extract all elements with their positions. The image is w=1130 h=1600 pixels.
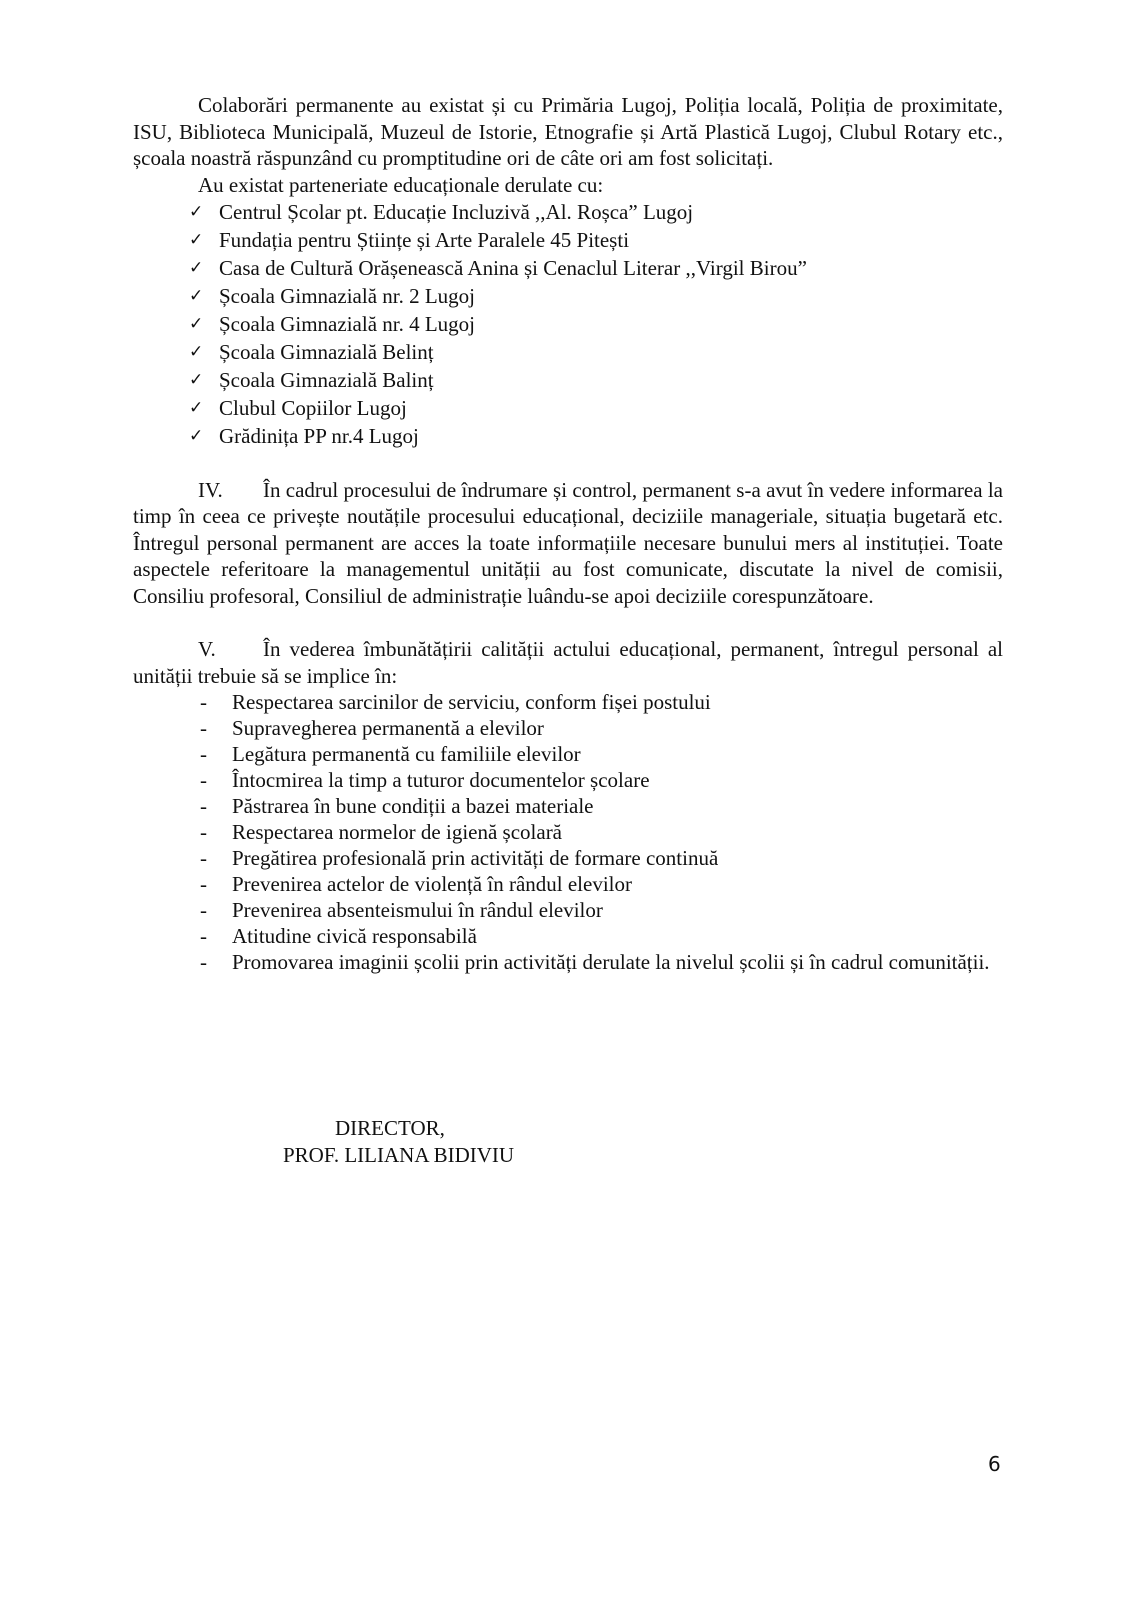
section-iv-text: În cadrul procesului de îndrumare și control, permanent s-a avut în vedere informarea la timp în ceea ce privește noutățile procesului educațional, deciziile manageriale, situația bugetară etc. Întregul personal permanent are acces la toate informațiile necesare bunului mers al instituției. Toate aspectele referitoare la managementul unității au fost comunicate, discutate la nivel de comisii, Consiliu profesoral, Consiliul de administrație luându-se apoi deciziile corespunzătoare. bbox=[133, 477, 1003, 608]
partner-name: Centrul Școlar pt. Educație Incluzivă ,,Al. Roșca” Lugoj bbox=[219, 199, 694, 224]
list-item bbox=[133, 282, 1003, 310]
duty-text: Atitudine civică responsabilă bbox=[232, 924, 477, 948]
list-item bbox=[133, 198, 1003, 226]
list-item bbox=[133, 897, 1003, 923]
duty-text: Respectarea normelor de igienă școlară bbox=[232, 820, 563, 844]
list-item bbox=[133, 226, 1003, 254]
partner-name: Grădinița PP nr.4 Lugoj bbox=[219, 423, 419, 448]
signature-block bbox=[283, 1115, 514, 1169]
list-item bbox=[133, 923, 1003, 949]
list-item bbox=[133, 310, 1003, 338]
partner-name: Școala Gimnazială nr. 4 Lugoj bbox=[219, 311, 476, 336]
section-v-text: În vederea îmbunătățirii calității actului educațional, permanent, întregul personal al unității trebuie să se implice în: bbox=[133, 637, 1003, 688]
dash-bullet: - bbox=[200, 742, 207, 766]
list-item bbox=[133, 845, 1003, 871]
list-item bbox=[133, 394, 1003, 422]
section-iv-paragraph bbox=[133, 477, 1003, 610]
duty-text: Întocmirea la timp a tuturor documentelor școlare bbox=[232, 768, 650, 792]
section-v bbox=[133, 636, 1003, 975]
dash-bullet: - bbox=[200, 820, 207, 844]
list-item bbox=[133, 767, 1003, 793]
duty-text: Supravegherea permanentă a elevilor bbox=[232, 716, 544, 740]
list-item bbox=[133, 715, 1003, 741]
duty-text: Păstrarea în bune condiții a bazei materiale bbox=[232, 794, 594, 818]
list-item bbox=[133, 741, 1003, 767]
section-iv-number: IV. bbox=[198, 477, 223, 502]
check-mark-icon: ✓ bbox=[189, 397, 204, 418]
partner-name: Școala Gimnazială nr. 2 Lugoj bbox=[219, 283, 476, 308]
list-item bbox=[133, 871, 1003, 897]
partner-name: Fundația pentru Științe și Arte Paralele 45 Pitești bbox=[219, 227, 630, 252]
list-item bbox=[133, 254, 1003, 282]
list-item bbox=[133, 422, 1003, 450]
partner-name: Școala Gimnazială Balinț bbox=[219, 367, 434, 392]
partner-name: Clubul Copiilor Lugoj bbox=[219, 395, 407, 420]
duty-text: Promovarea imaginii școlii prin activități derulate la nivelul școlii și în cadrul comunității. bbox=[232, 950, 990, 974]
partner-name: Școala Gimnazială Belinț bbox=[219, 339, 434, 364]
check-mark-icon: ✓ bbox=[189, 257, 204, 278]
duty-text: Pregătirea profesională prin activități de formare continuă bbox=[232, 846, 719, 870]
signature-name: PROF. LILIANA BIDIVIU bbox=[283, 1143, 515, 1167]
dash-bullet: - bbox=[200, 898, 207, 922]
dash-bullet: - bbox=[200, 846, 207, 870]
document-page bbox=[133, 92, 1003, 975]
check-mark-icon: ✓ bbox=[189, 313, 204, 334]
dash-bullet: - bbox=[200, 690, 207, 714]
check-mark-icon: ✓ bbox=[189, 201, 204, 222]
dash-bullet: - bbox=[200, 872, 207, 896]
page-number: 6 bbox=[988, 1452, 1001, 1476]
section-iv bbox=[133, 477, 1003, 610]
check-mark-icon: ✓ bbox=[189, 341, 204, 362]
list-item bbox=[133, 793, 1003, 819]
section-v-paragraph bbox=[133, 636, 1003, 689]
dash-bullet: - bbox=[200, 924, 207, 948]
list-item bbox=[133, 949, 1003, 975]
duty-text: Legătura permanentă cu familiile elevilor bbox=[232, 742, 581, 766]
duty-text: Respectarea sarcinilor de serviciu, conform fișei postului bbox=[232, 690, 711, 714]
list-item bbox=[133, 366, 1003, 394]
list-item bbox=[133, 338, 1003, 366]
list-item bbox=[133, 819, 1003, 845]
dash-bullet: - bbox=[200, 768, 207, 792]
duty-text: Prevenirea absenteismului în rândul elevilor bbox=[232, 898, 603, 922]
check-mark-icon: ✓ bbox=[189, 285, 204, 306]
section-v-number: V. bbox=[198, 637, 216, 661]
dash-bullet: - bbox=[200, 794, 207, 818]
dash-bullet: - bbox=[200, 950, 207, 974]
duties-list bbox=[133, 689, 1003, 975]
duty-text: Prevenirea actelor de violență în rândul elevilor bbox=[232, 872, 632, 896]
list-item bbox=[133, 689, 1003, 715]
dash-bullet: - bbox=[200, 716, 207, 740]
partner-name: Casa de Cultură Orășenească Anina și Cenaclul Literar ,,Virgil Birou” bbox=[219, 255, 807, 280]
signature-title: DIRECTOR, bbox=[335, 1116, 445, 1140]
check-mark-icon: ✓ bbox=[189, 229, 204, 250]
check-mark-icon: ✓ bbox=[189, 425, 204, 446]
paragraph-collaborations: Colaborări permanente au existat și cu Primăria Lugoj, Poliția locală, Poliția de proximitate, ISU, Biblioteca Municipală, Muzeul de Istorie, Etnografie și Artă Plastică Lugoj, Clubul Rotary etc., școala noastră răspunzând cu promptitudine ori de câte ori am fost solicitați. bbox=[133, 93, 1003, 170]
partners-list bbox=[133, 198, 1003, 450]
check-mark-icon: ✓ bbox=[189, 369, 204, 390]
partnerships-intro: Au existat parteneriate educaționale derulate cu: bbox=[198, 172, 604, 197]
